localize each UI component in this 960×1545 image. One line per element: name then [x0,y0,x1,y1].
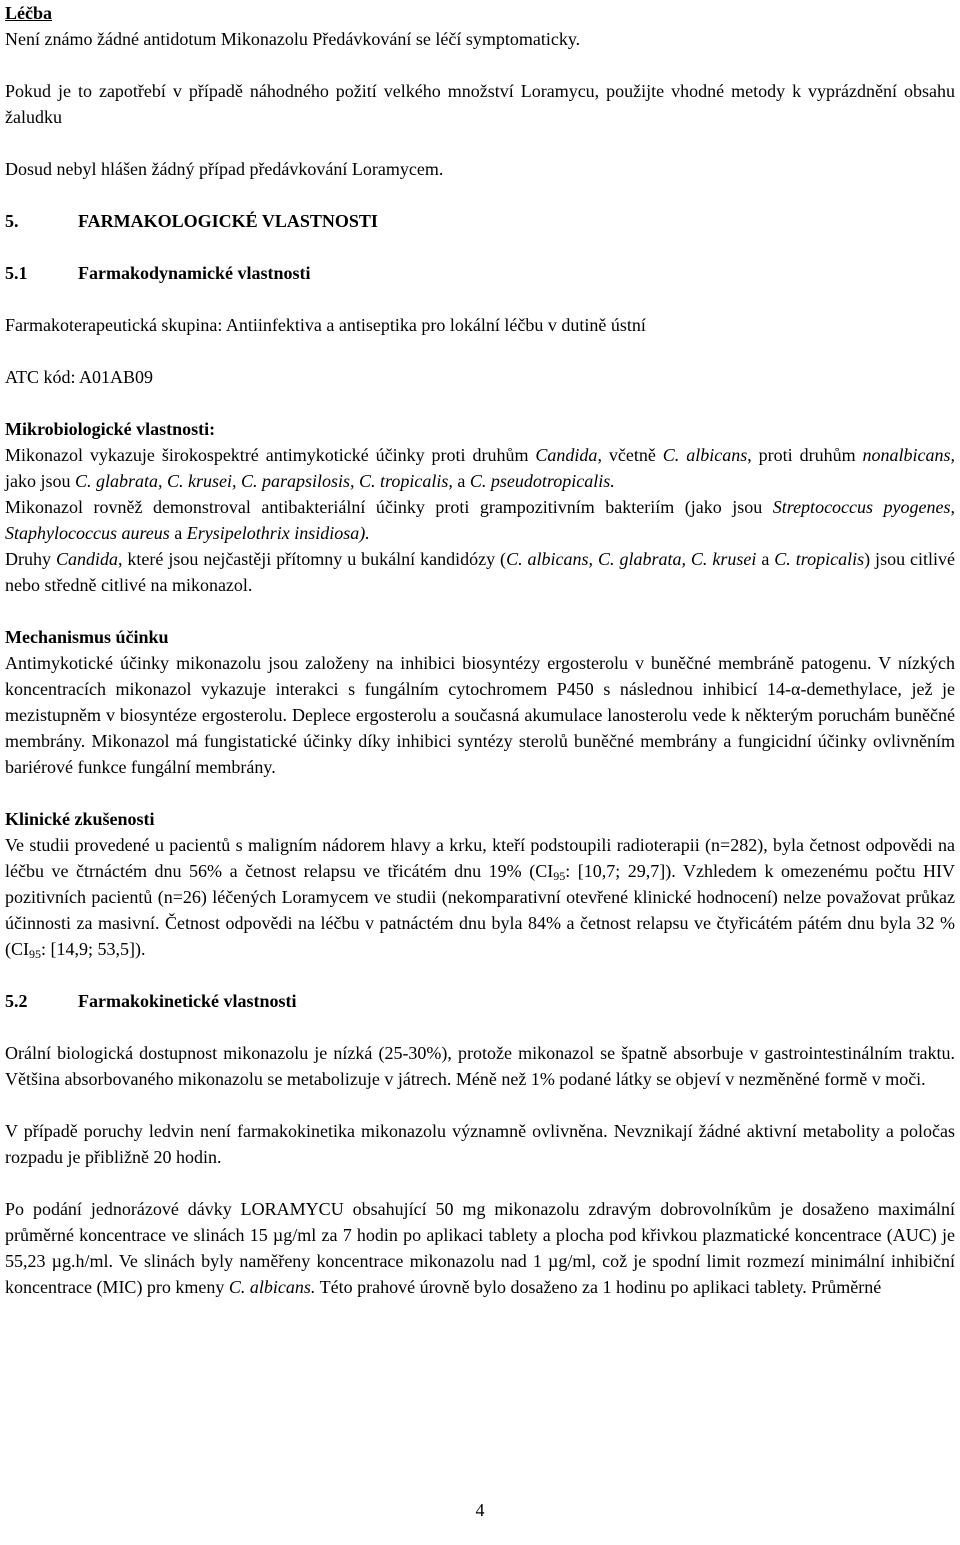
section-5-1-number: 5.1 [5,263,28,283]
section-5-2-heading [5,988,955,1014]
treatment-heading: Léčba [5,3,52,23]
section-5-title: FARMAKOLOGICKÉ VLASTNOSTI [78,211,378,231]
section-5-number: 5. [5,211,19,231]
microbiology-paragraph-2: Mikonazol rovněž demonstroval antibakteriální účinky proti grampozitivním bakteriím (jako jsou Streptococcus pyogenes, Staphylococcus aureus a Erysipelothrix insidiosa). [5,497,955,543]
section-5-2-number: 5.2 [5,991,28,1011]
clinical-paragraph: Ve studii provedené u pacientů s maligním nádorem hlavy a krku, kteří podstoupili radioterapii (n=282), byla četnost odpovědi na léčbu ve čtrnáctém dnu 56% a četnost relapsu ve třicátém dnu 19% ($CI_{95}$: [10,7; 29,7]). Vzhledem k omezenému počtu HIV pozitivních pacientů (n=26) léčených Loramycem ve studii (nekomparativní otevřené klinické hodnocení) nelze považovat průkaz účinnosti za masivní. Četnost odpovědi na léčbu v patnáctém dnu byla 84% a četnost relapsu ve čtyřicátém pátém dnu byla 32 % ($CI_{95}$: [14,9; 53,5]). [5,835,955,961]
section-5-1-title: Farmakodynamické vlastnosti [78,263,311,283]
mechanism-heading: Mechanismus účinku [5,627,169,647]
mechanism-paragraph: Antimykotické účinky mikonazolu jsou založeny na inhibici biosyntézy ergosterolu v buněčné membráně patogenu. V nízkých koncentracích mikonazol vykazuje interakci s fungálním cytochromem P450 s následnou inhibicí 14-α-demethylace, jež je mezistupněm v biosyntéze ergosterolu. Deplece ergosterolu a současná akumulace lanosterolu vede k některým poruchám buněčné membrány. Mikonazol má fungistatické účinky díky inhibici syntézy sterolů buněčné membrány a fungicidní účinky ovlivněním bariérové funkce fungální membrány. [5,653,955,777]
section-5-heading [5,208,955,234]
pharmacotherapeutic-group: Farmakoterapeutická skupina: Antiinfektiva a antiseptika pro lokální léčbu v dutině ústní [5,315,646,335]
pharmacokinetics-paragraph-2: V případě poruchy ledvin není farmakokinetika mikonazolu významně ovlivněna. Nevznikají žádné aktivní metabolity a poločas rozpadu je přibližně 20 hodin. [5,1121,955,1167]
pharmacokinetics-paragraph-3: Po podání jednorázové dávky LORAMYCU obsahující 50 mg mikonazolu zdravým dobrovolníkům je dosaženo maximální průměrné koncentrace ve slinách 15 µg/ml za 7 hodin po aplikaci tablety a plocha pod křivkou plazmatické koncentrace (AUC) je 55,23 µg.h/ml. Ve slinách byly naměřeny koncentrace mikonazolu nad 1 µg/ml, což je spodní limit rozmezí minimální inhibiční koncentrace (MIC) pro kmeny C. albicans. Této prahové úrovně bylo dosaženo za 1 hodinu po aplikaci tablety. Průměrné [5,1199,955,1297]
page-number: 4 [475,1500,485,1520]
microbiology-paragraph-1: Mikonazol vykazuje širokospektré antimykotické účinky proti druhům Candida, včetně C. albicans, proti druhům nonalbicans, jako jsou C. glabrata, C. krusei, C. parapsilosis, C. tropicalis, a C. pseudotropicalis. [5,445,956,491]
treatment-paragraph-1: Není známo žádné antidotum Mikonazolu Předávkování se léčí symptomaticky. [5,29,581,49]
atc-code: ATC kód: A01AB09 [5,367,154,387]
pharmacokinetics-paragraph-1: Orální biologická dostupnost mikonazolu je nízká (25-30%), protože mikonazol se špatně absorbuje v gastrointestinálním traktu. Většina absorbovaného mikonazolu se metabolizuje v játrech. Méně než 1% podané látky se objeví v nezměněné formě v moči. [5,1043,955,1089]
microbiology-heading: Mikrobiologické vlastnosti: [5,419,216,439]
treatment-paragraph-2: Pokud je to zapotřebí v případě náhodného požití velkého množství Loramycu, použijte vhodné metody k vyprázdnění obsahu žaludku [5,81,955,127]
microbiology-paragraph-3: Druhy Candida, které jsou nejčastěji přítomny u bukální kandidózy (C. albicans, C. glabrata, C. krusei a C. tropicalis) jsou citlivé nebo středně citlivé na mikonazol. [5,549,956,595]
section-5-1-heading [5,260,955,286]
clinical-heading: Klinické zkušenosti [5,809,155,829]
section-5-2-title: Farmakokinetické vlastnosti [78,991,297,1011]
treatment-paragraph-3: Dosud nebyl hlášen žádný případ předávkování Loramycem. [5,159,444,179]
